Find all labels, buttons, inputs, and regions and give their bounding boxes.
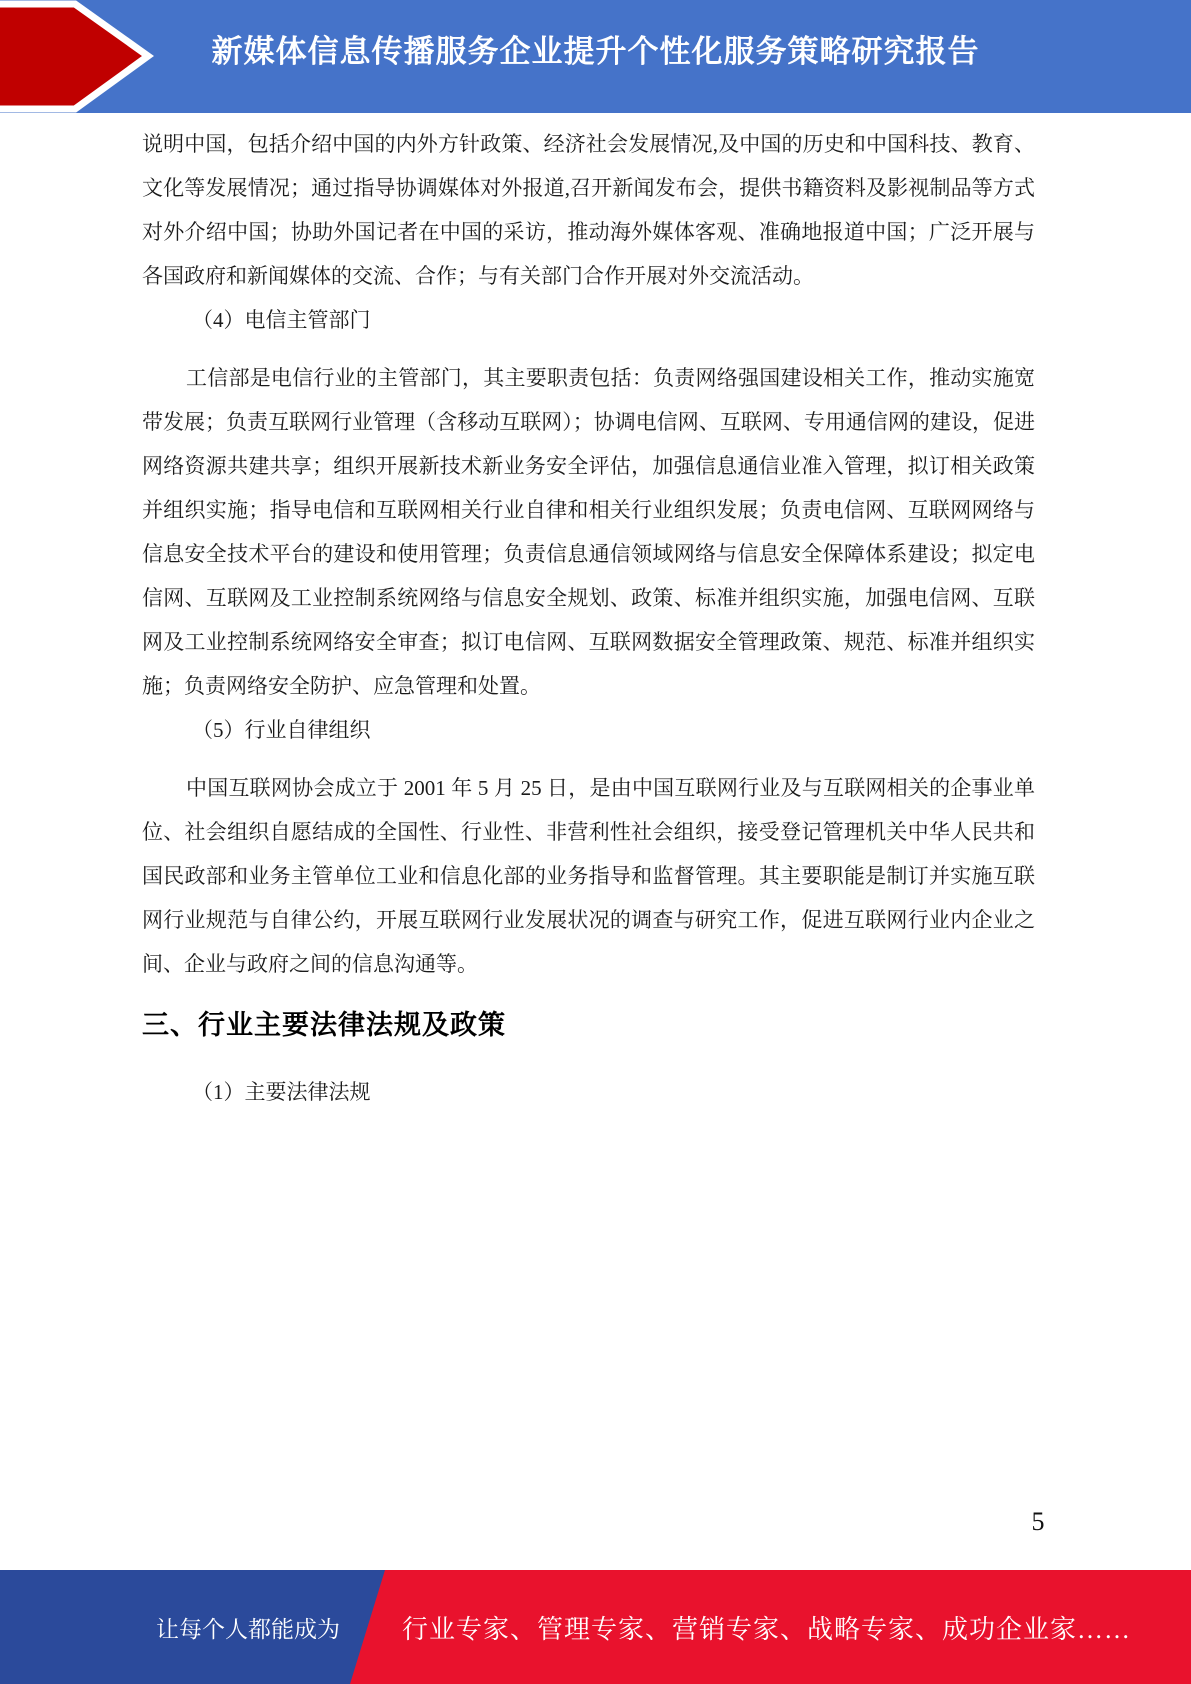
page-header [0,0,1191,113]
paragraph-foreign-publicity: 说明中国，包括介绍中国的内外方针政策、经济社会发展情况,及中国的历史和中国科技、教育、文化等发展情况；通过指导协调媒体对外报道,召开新闻发布会，提供书籍资料及影视制品等方式对外介绍中国；协助外国记者在中国的采访，推动海外媒体客观、准确地报道中国；广泛开展与各国政府和新闻媒体的交流、合作；与有关部门合作开展对外交流活动。 [142,132,1035,288]
section-heading-laws-policies: 三、行业主要法律法规及政策 [142,1010,506,1040]
page-footer [0,1570,1191,1684]
subheading-industry-self-regulation: （5）行业自律组织 [192,718,371,742]
paragraph-internet-society: 中国互联网协会成立于 2001 年 5 月 25 日，是由中国互联网行业及与互联网相关的企事业单位、社会组织自愿结成的全国性、行业性、非营利性社会组织，接受登记管理机关中华人民共和国民政部和业务主管单位工业和信息化部的业务指导和监督管理。其主要职能是制订并实施互联网行业规范与自律公约，开展互联网行业发展状况的调查与研究工作，促进互联网行业内企业之间、企业与政府之间的信息沟通等。 [142,776,1035,976]
paragraph-miit-duties: 工信部是电信行业的主管部门，其主要职责包括：负责网络强国建设相关工作，推动实施宽带发展；负责互联网行业管理（含移动互联网）；协调电信网、互联网、专用通信网的建设，促进网络资源共建共享；组织开展新技术新业务安全评估，加强信息通信业准入管理，拟订相关政策并组织实施；指导电信和互联网相关行业自律和相关行业组织发展；负责电信网、互联网网络与信息安全技术平台的建设和使用管理；负责信息通信领域网络与信息安全保障体系建设；拟定电信网、互联网及工业控制系统网络与信息安全规划、政策、标准并组织实施，加强电信网、互联网及工业控制系统网络安全审查；拟订电信网、互联网数据安全管理政策、规范、标准并组织实施；负责网络安全防护、应急管理和处置。 [142,366,1035,698]
report-title: 新媒体信息传播服务企业提升个性化服务策略研究报告 [211,33,980,69]
footer-slogan-right: 行业专家、管理专家、营销专家、战略专家、成功企业家…… [402,1614,1132,1644]
document-body [142,113,1035,1114]
subheading-main-laws: （1）主要法律法规 [192,1080,371,1104]
footer-slogan-left: 让每个人都能成为 [156,1616,340,1642]
subheading-telecom-authority: （4）电信主管部门 [192,308,371,332]
page-number: 5 [1031,1507,1045,1536]
